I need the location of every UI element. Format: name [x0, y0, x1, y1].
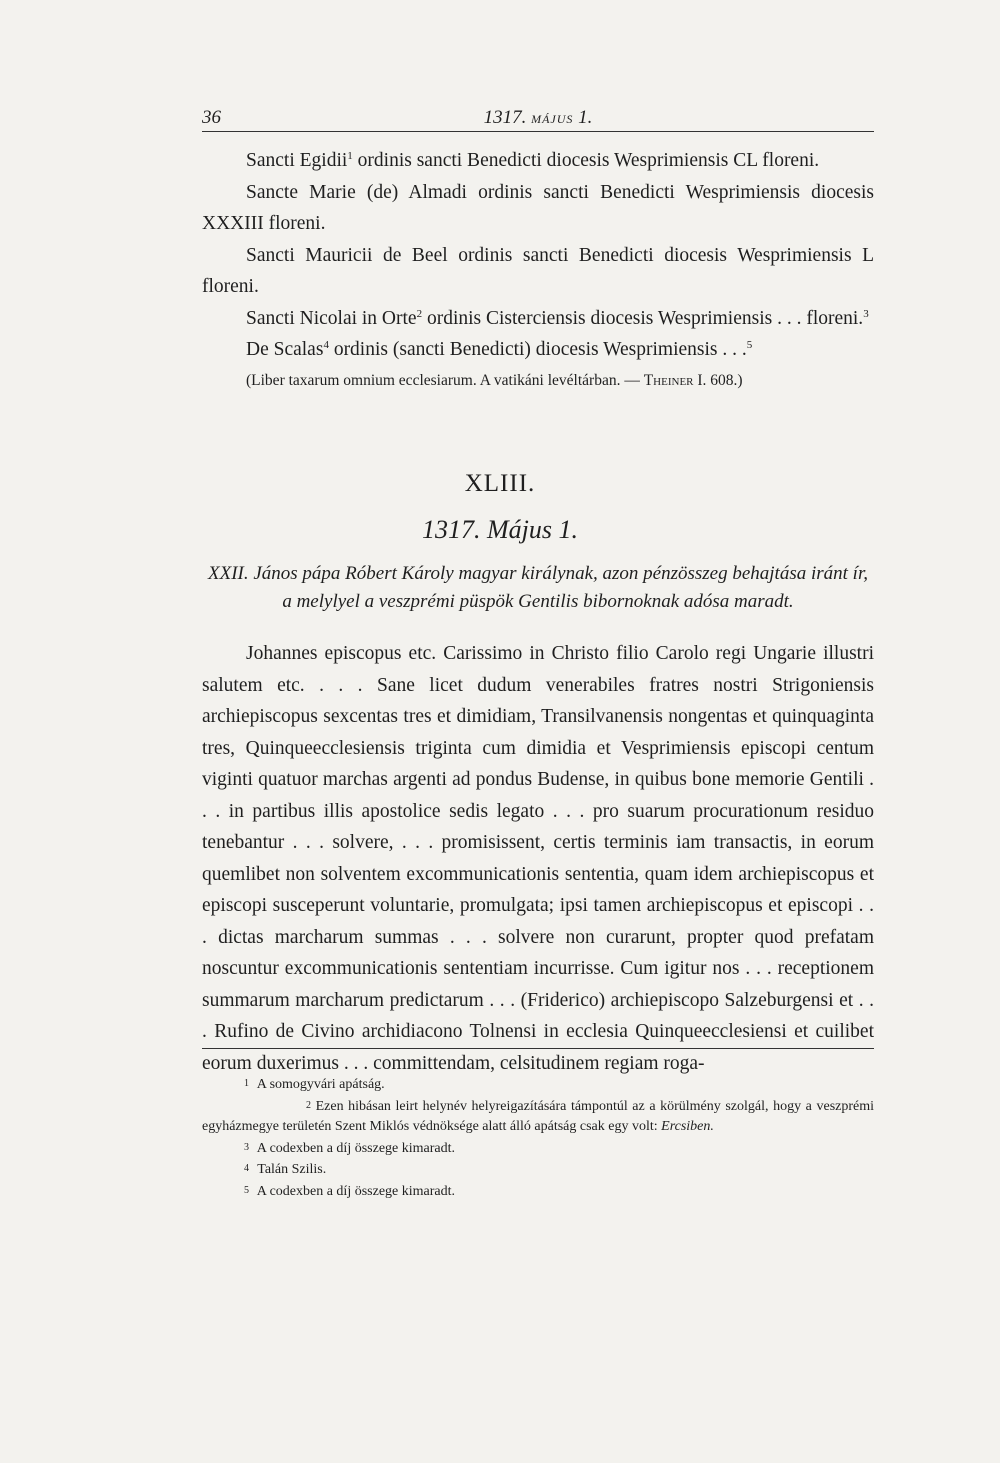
running-head [202, 107, 874, 129]
footnote: 1 A somogyvári apátság. [244, 1077, 385, 1092]
document-date: 1317. Május 1. [422, 515, 578, 544]
list-item: Sancti Egidii$^1$ ordinis sancti Benedicti diocesis Wesprimiensis CL floreni. [246, 150, 820, 171]
footnote: 3 A codexben a díj összege kimaradt. [244, 1140, 456, 1156]
list-item: De Scalas$^4$ ordinis (sancti Benedicti) diocesis Wesprimiensis . . .$^5$ [246, 339, 753, 360]
page-header [202, 107, 874, 131]
source-citation: (Liber taxarum omnium ecclesiarum. A vatikáni levéltárban. — Theiner I. 608.) [246, 371, 743, 389]
document-body [202, 638, 874, 1079]
running-head-year: 1317. [483, 107, 527, 128]
body-paragraph: Johannes episcopus etc. Carissimo in Christo filio Carolo regi Ungarie illustri salutem etc. . . . Sane licet dudum venerabiles fratres nostri Strigoniensis archiepiscopus sexcentas tres et dimidiam, Transilvanensis nongentas et quinquaginta tres, Quinqueecclesiensis triginta cum dimidia et Vesprimiensis episcopi centum viginti quatuor marchas argenti ad pondus Budense, in quibus bone memorie Gentili . . . in partibus illis apostolice sedis legato . . . pro suarum procurationum residuo tenebantur . . . solvere, . . . promisissent, certis terminis iam transactis, in eorum quemlibet non solventem excommunicationis sententia, quam idem archiepiscopus et episcopi susceperunt voluntarie, promulgata; ipsi tamen archiepiscopus et episcopi . . . dictas marcharum summas . . . solvere non curarunt, propter quod prefatam noscuntur excommunicationis sententiam incurrisse. Cum igitur nos . . . receptionem summarum marcharum predictarum . . . (Friderico) archiepiscopo Salzeburgensi et . . . Rufino de Civino archidiacono Tolnensi in ecclesia Quinqueecclesiensi et cuilibet eorum duxerimus . . . committendam, celsitudinem regiam roga- [202, 643, 874, 1074]
list-item: Sancte Marie (de) Almadi ordinis sancti Benedicti Wesprimiensis diocesis XXXIII floreni. [202, 181, 874, 234]
running-head-day: 1. [578, 107, 593, 128]
list-item: Sancti Nicolai in Orte$^2$ ordinis Cisterciensis diocesis Wesprimiensis . . . floreni.$^3$ [246, 307, 869, 329]
document-summary: XXII. János pápa Róbert Károly magyar királynak, azon pénzösszeg behajtása iránt ír, a melylyel a veszprémi püspök Gentilis bibornoknak adósa maradt. [207, 563, 869, 612]
footnotes [202, 1074, 874, 1202]
document-number: XLIII. [464, 470, 536, 497]
page-number: 36 [202, 107, 221, 128]
footnote: 5 A codexben a díj összege kimaradt. [244, 1183, 456, 1199]
abbey-list [202, 145, 874, 407]
footnote-rule [202, 1048, 874, 1049]
footnote: 4 Talán Szilis. [244, 1162, 327, 1177]
running-head-month: MÁJUS [531, 112, 574, 126]
list-item: Sancti Mauricii de Beel ordinis sancti Benedicti diocesis Wesprimiensis L floreni. [202, 244, 874, 297]
footnote: 2 Ezen hibásan leirt helynév helyreigazítására támpontúl az a körülmény szolgál, hogy a veszprémi egyházmegye területén Szent Miklós védnöksége alatt álló apátság csak egy volt: Ercsiben. [202, 1098, 875, 1134]
header-rule [202, 131, 874, 132]
